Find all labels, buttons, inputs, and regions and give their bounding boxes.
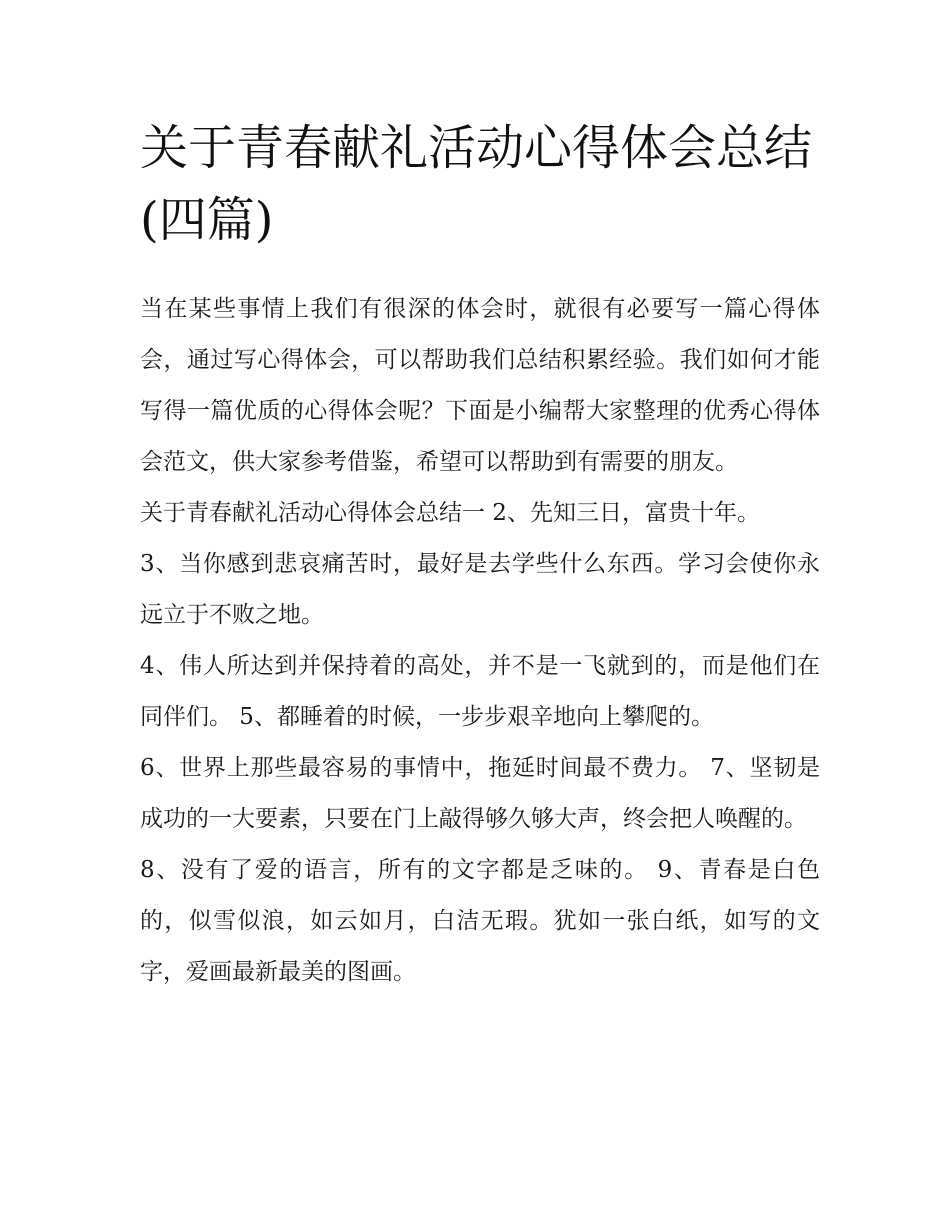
paragraph-2: 3、当你感到悲哀痛苦时，最好是去学些什么东西。学习会使你永远立于不败之地。 bbox=[140, 551, 820, 628]
paragraph-5: 8、没有了爱的语言，所有的文字都是乏味的。 9、青春是白色的，似雪似浪，如云如月，白洁无瑕。犹如一张白纸，如写的文字，爱画最新最美的图画。 bbox=[140, 857, 820, 985]
paragraph-intro: 当在某些事情上我们有很深的体会时，就很有必要写一篇心得体会，通过写心得体会，可以帮助我们总结积累经验。我们如何才能写得一篇优质的心得体会呢？下面是小编帮大家整理的优秀心得体会范文，供大家参考借鉴，希望可以帮助到有需要的朋友。 bbox=[140, 296, 820, 475]
document-title: 关于青春献礼活动心得体会总结(四篇) bbox=[140, 120, 813, 248]
paragraph-4: 6、世界上那些最容易的事情中，拖延时间最不费力。 7、坚韧是成功的一大要素，只要在门上敲得够久够大声，终会把人唤醒的。 bbox=[140, 755, 820, 832]
paragraph-1: 关于青春献礼活动心得体会总结一 2、先知三日，富贵十年。 bbox=[140, 500, 760, 526]
paragraph-3: 4、伟人所达到并保持着的高处，并不是一飞就到的，而是他们在同伴们。 5、都睡着的时候，一步步艰辛地向上攀爬的。 bbox=[140, 653, 820, 730]
document-page bbox=[140, 112, 820, 998]
document-body bbox=[140, 284, 820, 998]
